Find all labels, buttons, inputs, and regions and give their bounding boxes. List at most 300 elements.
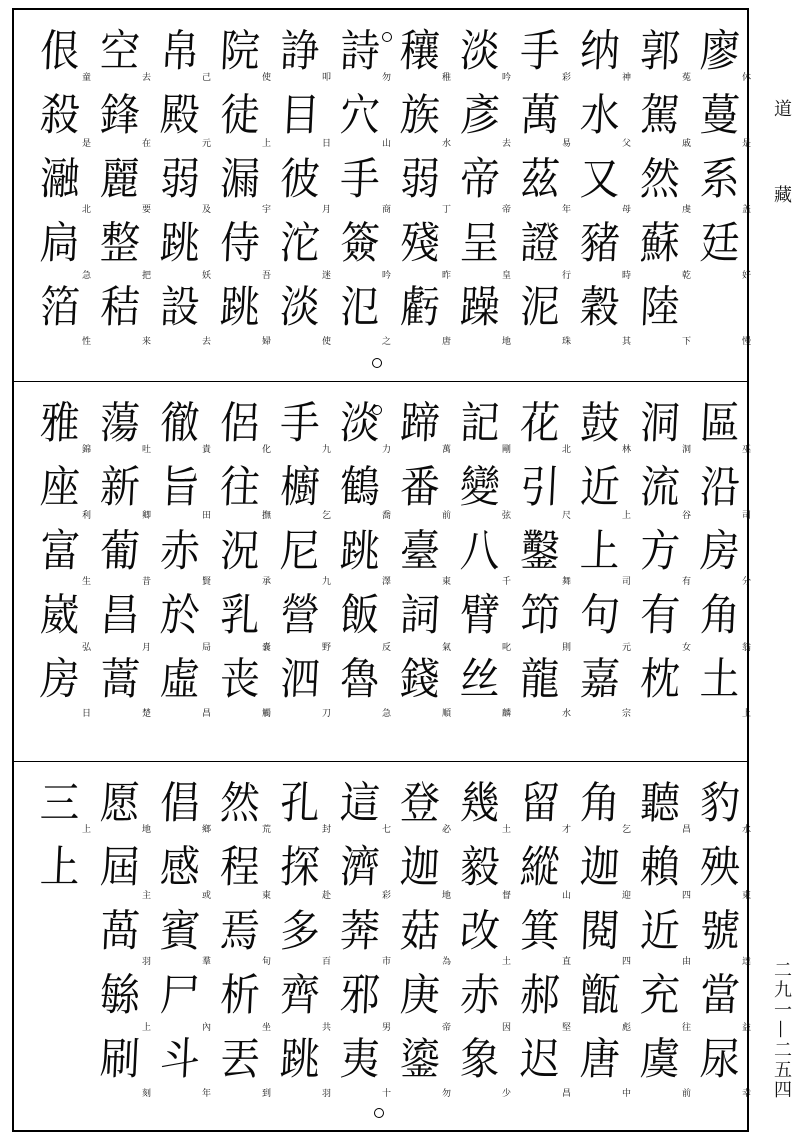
gloss-annotation: 使 [320, 336, 330, 345]
seal-glyph: 枕 [638, 654, 680, 705]
gloss-annotation: 土 [500, 956, 510, 965]
gloss-annotation: 司 [620, 576, 630, 585]
gloss-annotation: 勿 [440, 1088, 450, 1097]
page-number: 二九一—二五四 [771, 960, 792, 1100]
seal-glyph: 殿 [158, 90, 200, 141]
register-bottom [14, 762, 750, 1130]
register-top [14, 10, 750, 382]
seal-glyph: 迦 [578, 842, 620, 893]
gloss-annotation: 內 [200, 1022, 210, 1031]
gloss-annotation: 為 [440, 956, 450, 965]
gloss-annotation: 直 [560, 956, 570, 965]
gloss-annotation: 帝 [440, 1022, 450, 1031]
gloss-annotation: 上 [140, 1022, 150, 1031]
seal-glyph: 弱 [398, 154, 440, 205]
margin-title-char: 道 [774, 99, 792, 120]
seal-glyph: 毅 [458, 842, 500, 893]
gloss-annotation: 生 [80, 576, 90, 585]
text-column [454, 772, 504, 1092]
seal-glyph: 赤 [158, 526, 200, 577]
seal-glyph: 彥 [458, 90, 500, 141]
seal-glyph: 孔 [278, 778, 320, 829]
seal-glyph: 氾 [338, 282, 380, 333]
seal-glyph: 陸 [638, 282, 680, 333]
gloss-annotation: 百 [320, 956, 330, 965]
gloss-annotation: 羣 [200, 956, 210, 965]
seal-glyph: 萬 [518, 90, 560, 141]
seal-glyph: 尿 [698, 1034, 740, 1085]
gloss-annotation: 把 [140, 270, 150, 279]
gloss-annotation: 皇 [500, 270, 510, 279]
seal-glyph: 廖 [698, 26, 740, 77]
gloss-annotation: 封 [320, 824, 330, 833]
text-column [694, 772, 744, 1092]
seal-glyph: 然 [218, 778, 260, 829]
text-column [214, 772, 264, 1092]
gloss-annotation: 前 [680, 1088, 690, 1097]
seal-glyph: 丟 [218, 1034, 260, 1085]
seal-glyph: 屆 [98, 842, 140, 893]
seal-glyph: 蘇 [638, 218, 680, 269]
gloss-annotation: 少 [500, 1088, 510, 1097]
text-column [154, 772, 204, 1092]
gloss-annotation: 其 [620, 336, 630, 345]
seal-glyph: 郭 [638, 26, 680, 77]
seal-glyph: 跳 [338, 526, 380, 577]
gloss-annotation: 觸 [260, 708, 270, 717]
gloss-annotation: 地 [440, 890, 450, 899]
seal-glyph: 呈 [458, 218, 500, 269]
seal-glyph: 這 [338, 778, 380, 829]
seal-glyph: 豹 [698, 778, 740, 829]
gloss-annotation: 昌 [680, 824, 690, 833]
gloss-annotation: 翁 [740, 642, 750, 651]
seal-glyph: 泗 [278, 654, 320, 705]
gloss-annotation: 吟 [500, 72, 510, 81]
seal-glyph: 番 [398, 462, 440, 513]
seal-glyph: 愿 [98, 778, 140, 829]
gloss-annotation: 昌 [560, 1088, 570, 1097]
seal-glyph: 鼓 [578, 398, 620, 449]
gloss-annotation: 舞 [560, 576, 570, 585]
seal-glyph: 莾 [338, 906, 380, 957]
gloss-annotation: 妖 [200, 270, 210, 279]
gloss-annotation: 上 [620, 510, 630, 519]
text-column [34, 772, 84, 900]
seal-glyph: 䋣 [98, 970, 140, 1021]
seal-glyph: 佷 [38, 26, 80, 77]
gloss-annotation: 山 [380, 138, 390, 147]
gloss-annotation: 撫 [260, 510, 270, 519]
gloss-annotation: 澤 [380, 576, 390, 585]
gloss-annotation: 則 [560, 642, 570, 651]
seal-glyph: 又 [578, 154, 620, 205]
seal-glyph: 穰 [398, 26, 440, 77]
gloss-annotation: 北 [560, 444, 570, 453]
text-column [94, 20, 144, 340]
seal-glyph: 秸 [98, 282, 140, 333]
gloss-annotation: 父 [620, 138, 630, 147]
seal-glyph: 充 [638, 970, 680, 1021]
gloss-annotation: 珠 [560, 336, 570, 345]
seal-glyph: 院 [218, 26, 260, 77]
seal-glyph: 甑 [578, 970, 620, 1021]
gloss-annotation: 幸 [740, 1088, 750, 1097]
gloss-annotation: 有 [680, 576, 690, 585]
seal-glyph: 改 [458, 906, 500, 957]
text-column [214, 392, 264, 712]
seal-glyph: 程 [218, 842, 260, 893]
text-column [154, 20, 204, 340]
seal-glyph: 幾 [458, 778, 500, 829]
seal-glyph: 櫥 [278, 462, 320, 513]
seal-glyph: 齊 [278, 970, 320, 1021]
seal-glyph: 跳 [158, 218, 200, 269]
gloss-annotation: 下 [680, 336, 690, 345]
seal-glyph: 當 [698, 970, 740, 1021]
text-column [214, 20, 264, 340]
gloss-annotation: 易 [560, 138, 570, 147]
text-column [634, 392, 684, 712]
gloss-annotation: 母 [620, 204, 630, 213]
seal-glyph: 多 [278, 906, 320, 957]
gloss-annotation: 昌 [200, 708, 210, 717]
gloss-annotation: 吐 [140, 444, 150, 453]
gloss-annotation: 日 [320, 138, 330, 147]
gloss-annotation: 弘 [80, 642, 90, 651]
gloss-annotation: 年 [200, 1088, 210, 1097]
seal-glyph: 新 [98, 462, 140, 513]
seal-glyph: 穴 [338, 90, 380, 141]
gloss-annotation: 林 [620, 444, 630, 453]
gloss-annotation: 荒 [260, 824, 270, 833]
seal-glyph: 區 [698, 398, 740, 449]
seal-glyph: 留 [518, 778, 560, 829]
gloss-annotation: 丁 [440, 204, 450, 213]
seal-glyph: 彼 [278, 154, 320, 205]
gloss-annotation: 主 [140, 890, 150, 899]
gloss-annotation: 承 [260, 576, 270, 585]
gloss-annotation: 坐 [260, 1022, 270, 1031]
seal-glyph: 蔓 [698, 90, 740, 141]
seal-glyph: 虛 [158, 654, 200, 705]
gloss-annotation: 山 [560, 890, 570, 899]
gloss-annotation: 月 [320, 204, 330, 213]
gloss-annotation: 弦 [500, 510, 510, 519]
gloss-annotation: 時 [620, 270, 630, 279]
seal-glyph: 雅 [38, 398, 80, 449]
gloss-annotation: 市 [380, 956, 390, 965]
gloss-annotation: 必 [440, 824, 450, 833]
seal-glyph: 臺 [398, 526, 440, 577]
gloss-annotation: 七 [380, 824, 390, 833]
gloss-annotation: 虔 [680, 204, 690, 213]
seal-glyph: 乳 [218, 590, 260, 641]
text-column [274, 392, 324, 712]
seal-glyph: 蒿 [98, 654, 140, 705]
seal-glyph: 刷 [98, 1034, 140, 1085]
gloss-annotation: 旬 [260, 956, 270, 965]
page-frame [12, 8, 749, 1132]
gloss-annotation: 喬 [380, 510, 390, 519]
gloss-annotation: 要 [140, 204, 150, 213]
text-column [574, 20, 624, 340]
seal-glyph: 瀜 [38, 154, 80, 205]
seal-glyph: 昌 [98, 590, 140, 641]
text-column [454, 20, 504, 340]
gloss-annotation: 水 [440, 138, 450, 147]
seal-glyph: 萵 [98, 906, 140, 957]
gloss-annotation: 嚢 [260, 642, 270, 651]
seal-glyph: 象 [458, 1034, 500, 1085]
text-column [634, 772, 684, 1092]
seal-glyph: 角 [578, 778, 620, 829]
gloss-annotation: 千 [500, 576, 510, 585]
gloss-annotation: 己 [200, 72, 210, 81]
gloss-annotation: 洞 [680, 444, 690, 453]
seal-glyph: 房 [38, 654, 80, 705]
gloss-annotation: 宇 [260, 204, 270, 213]
seal-glyph: 葡 [98, 526, 140, 577]
gloss-annotation: 上 [260, 138, 270, 147]
seal-glyph: 座 [38, 462, 80, 513]
gloss-annotation: 順 [440, 708, 450, 717]
gloss-annotation: 化 [260, 444, 270, 453]
gloss-annotation: 督 [500, 890, 510, 899]
seal-glyph: 況 [218, 526, 260, 577]
gloss-annotation: 月 [140, 642, 150, 651]
seal-glyph: 三 [38, 778, 80, 829]
text-column [94, 392, 144, 712]
seal-glyph: 手 [518, 26, 560, 77]
gloss-annotation: 迎 [620, 890, 630, 899]
seal-glyph: 郝 [518, 970, 560, 1021]
gloss-annotation: 九 [320, 444, 330, 453]
seal-glyph: 水 [578, 90, 620, 141]
seal-glyph: 沿 [698, 462, 740, 513]
seal-glyph: 設 [158, 282, 200, 333]
gloss-annotation: 賢 [200, 576, 210, 585]
seal-glyph: 殺 [38, 90, 80, 141]
text-column [634, 20, 684, 340]
gloss-annotation: 是 [740, 138, 750, 147]
margin-title-char: 藏 [774, 185, 792, 206]
gloss-annotation: 是 [80, 138, 90, 147]
gloss-annotation: 彪 [620, 1022, 630, 1031]
seal-glyph: 魯 [338, 654, 380, 705]
seal-glyph: 笻 [518, 590, 560, 641]
seal-glyph: 夷 [338, 1034, 380, 1085]
text-column [394, 20, 444, 340]
seal-glyph: 鎏 [398, 1034, 440, 1085]
seal-glyph: 手 [338, 154, 380, 205]
gloss-annotation: 貴 [200, 444, 210, 453]
seal-glyph: 探 [278, 842, 320, 893]
seal-glyph: 析 [218, 970, 260, 1021]
circle-mark-icon [372, 358, 382, 368]
gloss-annotation: 童 [80, 72, 90, 81]
seal-glyph: 沱 [278, 218, 320, 269]
gloss-annotation: 共 [320, 1022, 330, 1031]
gloss-annotation: 土 [500, 824, 510, 833]
gloss-annotation: 四 [680, 890, 690, 899]
gloss-annotation: 地 [500, 336, 510, 345]
seal-glyph: 鶴 [338, 462, 380, 513]
text-column [394, 392, 444, 712]
text-column [694, 20, 744, 276]
gloss-annotation: 及 [200, 204, 210, 213]
seal-glyph: 閱 [578, 906, 620, 957]
seal-glyph: 變 [458, 462, 500, 513]
seal-glyph: 殃 [698, 842, 740, 893]
seal-glyph: 土 [698, 654, 740, 705]
gloss-annotation: 赴 [320, 890, 330, 899]
text-column [454, 392, 504, 712]
gloss-annotation: 才 [560, 824, 570, 833]
gloss-annotation: 羽 [320, 1088, 330, 1097]
gloss-annotation: 剛 [500, 444, 510, 453]
seal-glyph: 方 [638, 526, 680, 577]
text-column [274, 20, 324, 340]
gloss-annotation: 谷 [680, 510, 690, 519]
gloss-annotation: 勿 [380, 72, 390, 81]
seal-glyph: 飯 [338, 590, 380, 641]
seal-glyph: 淡 [278, 282, 320, 333]
seal-glyph: 洞 [638, 398, 680, 449]
seal-glyph: 整 [98, 218, 140, 269]
text-column [574, 392, 624, 712]
gloss-annotation: 行 [560, 270, 570, 279]
gloss-annotation: 婦 [260, 336, 270, 345]
gloss-annotation: 因 [500, 1022, 510, 1031]
text-column [514, 772, 564, 1092]
seal-glyph: 倡 [158, 778, 200, 829]
seal-glyph: 上 [38, 842, 80, 893]
gloss-annotation: 日 [80, 708, 90, 717]
gloss-annotation: 水 [740, 824, 750, 833]
gloss-annotation: 唐 [440, 336, 450, 345]
gloss-annotation: 元 [620, 642, 630, 651]
seal-glyph: 鑿 [518, 526, 560, 577]
gloss-annotation: 戚 [680, 138, 690, 147]
gloss-annotation: 巫 [740, 444, 750, 453]
gloss-annotation: 昔 [140, 576, 150, 585]
gloss-annotation: 吾 [260, 270, 270, 279]
text-column [514, 392, 564, 712]
gloss-annotation: 益 [740, 1022, 750, 1031]
seal-glyph: 侍 [218, 218, 260, 269]
circle-mark-icon [372, 405, 382, 415]
seal-glyph: 近 [638, 906, 680, 957]
seal-glyph: 嘉 [578, 654, 620, 705]
seal-glyph: 徒 [218, 90, 260, 141]
gloss-annotation: 吟 [380, 270, 390, 279]
circle-mark-icon [374, 1108, 384, 1118]
gloss-annotation: 錦 [80, 444, 90, 453]
seal-glyph: 邪 [338, 970, 380, 1021]
gloss-annotation: 由 [680, 956, 690, 965]
seal-glyph: 泥 [518, 282, 560, 333]
seal-glyph: 記 [458, 398, 500, 449]
seal-glyph: 賓 [158, 906, 200, 957]
gloss-annotation: 達 [740, 956, 750, 965]
seal-glyph: 往 [218, 462, 260, 513]
seal-glyph: 淡 [338, 398, 380, 449]
text-column [334, 392, 384, 712]
seal-glyph: 營 [278, 590, 320, 641]
seal-glyph: 穀 [578, 282, 620, 333]
seal-glyph: 臂 [458, 590, 500, 641]
seal-glyph: 崴 [38, 590, 80, 641]
gloss-annotation: 東 [440, 576, 450, 585]
gloss-annotation: 叱 [500, 642, 510, 651]
gloss-annotation: 四 [620, 956, 630, 965]
seal-glyph: 迦 [398, 842, 440, 893]
seal-glyph: 丝 [458, 654, 500, 705]
text-column [514, 20, 564, 340]
text-column [274, 772, 324, 1092]
seal-glyph: 富 [38, 526, 80, 577]
gloss-annotation: 中 [620, 1088, 630, 1097]
seal-glyph: 漏 [218, 154, 260, 205]
seal-glyph: 族 [398, 90, 440, 141]
gloss-annotation: 東 [740, 890, 750, 899]
seal-glyph: 證 [518, 218, 560, 269]
seal-glyph: 系 [698, 154, 740, 205]
seal-glyph: 八 [458, 526, 500, 577]
seal-glyph: 廷 [698, 218, 740, 269]
text-column [694, 392, 744, 712]
seal-glyph: 茲 [518, 154, 560, 205]
gloss-annotation: 性 [80, 336, 90, 345]
gloss-annotation: 局 [200, 642, 210, 651]
seal-glyph: 丧 [218, 654, 260, 705]
seal-glyph: 跳 [218, 282, 260, 333]
gloss-annotation: 好 [740, 270, 750, 279]
gloss-annotation: 尺 [560, 510, 570, 519]
seal-glyph: 上 [578, 526, 620, 577]
gloss-annotation: 東 [260, 890, 270, 899]
seal-glyph: 跳 [278, 1034, 320, 1085]
gloss-annotation: 昨 [440, 270, 450, 279]
seal-glyph: 尼 [278, 526, 320, 577]
gloss-annotation: 休 [740, 72, 750, 81]
gloss-annotation: 田 [200, 510, 210, 519]
gloss-annotation: 氣 [440, 642, 450, 651]
seal-glyph: 流 [638, 462, 680, 513]
gloss-annotation: 麟 [500, 708, 510, 717]
gloss-annotation: 羽 [140, 956, 150, 965]
gloss-annotation: 彩 [380, 890, 390, 899]
text-column [334, 772, 384, 1092]
seal-glyph: 錢 [398, 654, 440, 705]
seal-glyph: 然 [638, 154, 680, 205]
gloss-annotation: 急 [80, 270, 90, 279]
gloss-annotation: 十 [380, 1088, 390, 1097]
gloss-annotation: 乞 [620, 824, 630, 833]
seal-glyph: 手 [278, 398, 320, 449]
gloss-annotation: 卿 [140, 510, 150, 519]
seal-glyph: 引 [518, 462, 560, 513]
seal-glyph: 濟 [338, 842, 380, 893]
seal-glyph: 赤 [458, 970, 500, 1021]
seal-glyph: 鋒 [98, 90, 140, 141]
text-column [394, 772, 444, 1092]
gloss-annotation: 女 [680, 642, 690, 651]
gloss-annotation: 前 [440, 510, 450, 519]
seal-glyph: 號 [698, 906, 740, 957]
seal-glyph: 唐 [578, 1034, 620, 1085]
